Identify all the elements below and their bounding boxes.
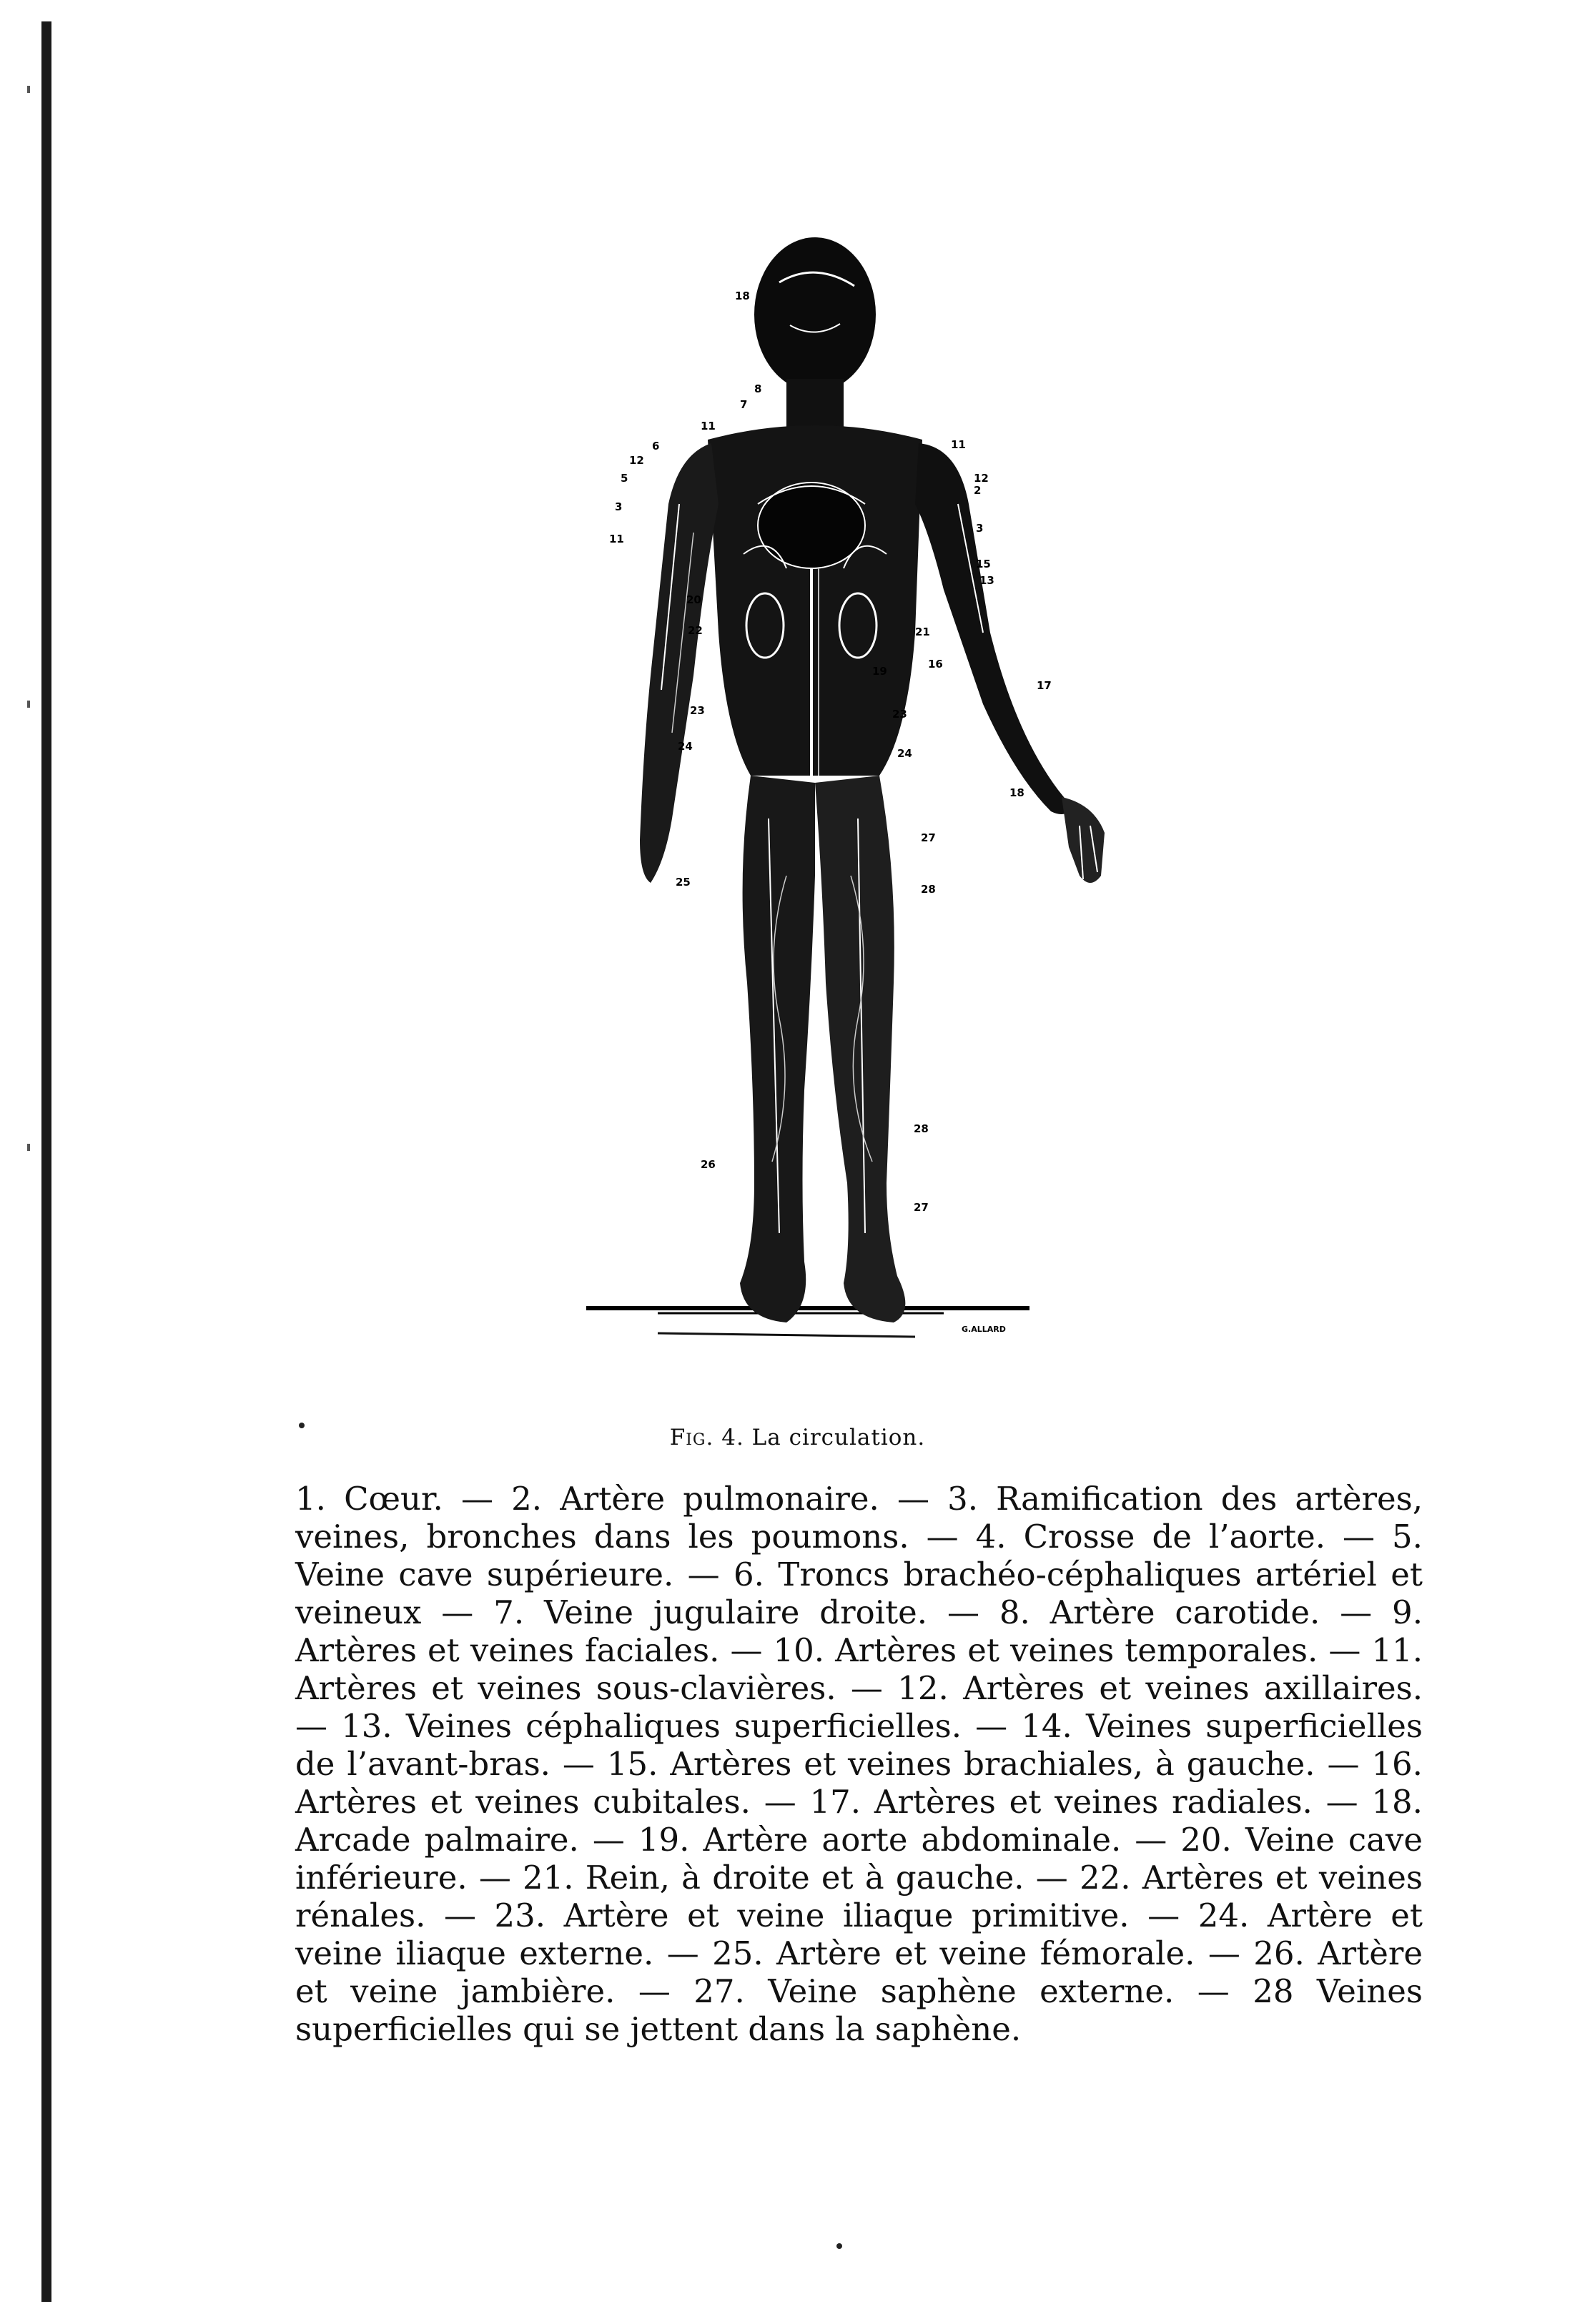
figure-label: 12 <box>629 454 644 467</box>
figure-label: 12 <box>974 472 989 485</box>
figure-label: 18 <box>1009 786 1024 799</box>
figure-label: 13 <box>979 574 994 587</box>
caption-title: La circulation. <box>751 1425 926 1450</box>
figure-label: 3 <box>976 522 984 535</box>
figure-caption <box>0 1425 1595 1450</box>
figure-label: 23 <box>892 708 907 721</box>
scan-speck <box>27 701 30 708</box>
figure-label: 24 <box>897 747 912 760</box>
scan-speck <box>27 86 30 93</box>
figure-label: 25 <box>676 876 691 889</box>
figure-label: 22 <box>688 624 703 637</box>
figure-label: 3 <box>615 500 623 513</box>
figure-label: 6 <box>652 440 660 453</box>
figure-label: 19 <box>872 665 887 678</box>
figure-label: 16 <box>928 658 943 671</box>
artist-signature: G.ALLARD <box>962 1325 1006 1334</box>
figure-label: 2 <box>974 484 982 497</box>
scan-speck <box>27 1144 30 1151</box>
figure-label: 11 <box>701 420 716 432</box>
scan-speck <box>836 2243 842 2249</box>
page-spine-edge <box>41 21 51 2302</box>
figure-label: 11 <box>951 438 966 451</box>
figure-label: 26 <box>701 1158 716 1171</box>
caption-prefix: Fig. <box>669 1425 714 1450</box>
circulation-figure <box>572 232 1130 1419</box>
scan-speck <box>299 1423 305 1428</box>
figure-legend-text: 1. Cœur. — 2. Artère pulmonaire. — 3. Ramification des artères, veines, bronches dans les poumons. — 4. Crosse de l’aorte. — 5. Veine cave supérieure. — 6. Troncs brachéo-céphaliques artériel et veineux — 7. Veine jugulaire droite. — 8. Artère carotide. — 9. Artères et veines faciales. — 10. Artères et veines temporales. — 11. Artères et veines sous-clavières. — 12. Artères et veines axillaires. — 13. Veines céphaliques superficielles. — 14. Veines superficielles de l’avant-bras. — 15. Artères et veines brachiales, à gauche. — 16. Artères et veines cubitales. — 17. Artères et veines radiales. — 18. Arcade palmaire. — 19. Artère aorte abdominale. — 20. Veine cave inférieure. — 21. Rein, à droite et à gauche. — 22. Artères et veines rénales. — 23. Artère et veine iliaque primitive. — 24. Artère et veine iliaque externe. — 25. Artère et veine fémorale. — 26. Artère et veine jambière. — 27. Veine saphène externe. — 28 Veines superficielles qui se jettent dans la saphène. <box>295 1480 1423 2048</box>
figure-label: 15 <box>976 558 991 570</box>
caption-number: 4. <box>721 1425 744 1450</box>
figure-label: 5 <box>621 472 628 485</box>
figure-label: 28 <box>921 883 936 896</box>
figure-label: 8 <box>754 382 762 395</box>
figure-label: 27 <box>921 831 936 844</box>
figure-label: 21 <box>915 625 930 638</box>
figure-label: 18 <box>735 290 750 302</box>
figure-label: 23 <box>690 704 705 717</box>
figure-label: 17 <box>1037 679 1052 692</box>
figure-label: 20 <box>686 593 701 606</box>
anatomy-illustration <box>572 232 1130 1419</box>
figure-label: 28 <box>914 1122 929 1135</box>
figure-label: 7 <box>740 398 748 411</box>
figure-label: 11 <box>609 533 624 545</box>
figure-label: 27 <box>914 1201 929 1214</box>
figure-label: 24 <box>678 740 693 753</box>
